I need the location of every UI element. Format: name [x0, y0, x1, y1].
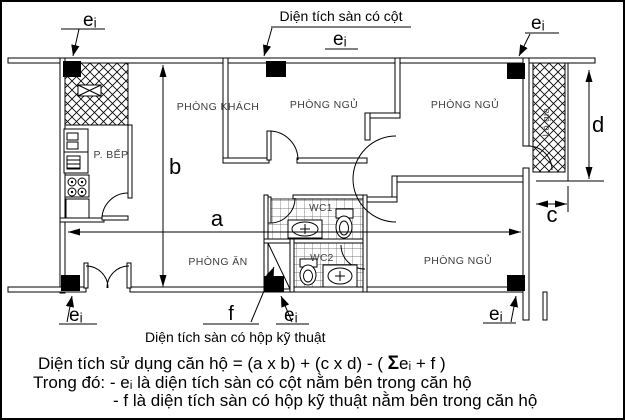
wall-stub-bottom-right — [543, 292, 547, 320]
sigma-symbol: Σ — [387, 353, 400, 374]
wall-right-lower — [523, 168, 529, 320]
room-label-bedroom3: PHÒNG NGỦ — [423, 255, 493, 267]
column-bottom-left — [61, 275, 80, 291]
entry-door-leaf-left — [84, 263, 88, 288]
wall-kitchen-bottom — [60, 218, 104, 222]
ei-label-top-left: eᵢ — [83, 10, 97, 31]
bedroom1-door-arc — [269, 131, 298, 160]
ei-label-bottom-right: eᵢ — [489, 304, 503, 325]
wall-bedroom3-jog-h — [363, 197, 397, 202]
stove-burner-dot — [81, 191, 83, 193]
leader-arrow-bottom-right — [511, 296, 516, 322]
leader-arrow-f — [251, 267, 274, 322]
note-column-area: Diện tích sàn có cột — [279, 8, 403, 24]
room-label-wc1: WC1 — [309, 203, 333, 214]
wall-bedroom-divider — [395, 58, 400, 117]
column-bottom-right — [507, 275, 525, 291]
stove-burner-dot — [71, 191, 73, 193]
ei-label-bottom-left: eᵢ — [69, 305, 83, 326]
room-label-bedroom2: PHÒNG NGỦ — [430, 99, 500, 111]
entry-door-leaf-right — [127, 263, 131, 288]
formula-line1-prefix: Diện tích sử dụng căn hộ = (a x b) + (c x d) - ( — [38, 354, 388, 373]
wall-bottom-main — [130, 287, 529, 292]
floor-plan-canvas — [2, 2, 623, 418]
ei-label-bottom-middle: eᵢ — [284, 305, 298, 326]
room-label-dining: PHÒNG ĂN — [188, 256, 248, 268]
dim-label-f: f — [228, 303, 234, 325]
dim-label-a: a — [210, 206, 224, 231]
room-label-bedroom1: PHÒNG NGỦ — [289, 99, 359, 111]
room-label-loggia: Lô gia — [541, 107, 552, 137]
wc1-door-leaf — [268, 197, 271, 223]
kitchen-fixtures — [64, 129, 89, 218]
wall-bedroom1-bottom-left — [223, 158, 269, 163]
kitchen-door-leaf — [102, 216, 128, 220]
leader-arrow-top-left — [73, 29, 79, 56]
wall-top — [8, 58, 595, 63]
leader-arrow-top-right — [519, 34, 530, 56]
kitchen-door-arc — [102, 193, 128, 219]
dim-label-c: c — [546, 202, 558, 227]
formula-line2: Trong đó: - eᵢ là diện tích sàn có cột nằm bên trong căn hộ — [33, 373, 472, 392]
dim-label-d: d — [592, 112, 605, 137]
room-label-kitchen: P. BẾP — [93, 149, 129, 161]
formula-line3: - f là diện tích sàn có hộp kỹ thuật nằm bên trong căn hộ — [113, 391, 538, 410]
bedroom1-door-leaf — [267, 131, 271, 160]
wall-wc-divider — [264, 239, 367, 243]
wall-kitchen-right — [128, 125, 132, 198]
stove-burner-dot — [71, 181, 73, 183]
kitchen-cabinet-drawer — [67, 133, 78, 140]
dim-label-b: b — [169, 154, 182, 179]
wall-shaft-divider — [290, 239, 294, 292]
column-top-left — [63, 61, 81, 77]
entry-door-arc-right — [107, 266, 129, 288]
column-top-right — [507, 63, 525, 79]
formula-line1 — [38, 353, 446, 374]
wall-bedroom2-bottom — [395, 176, 523, 182]
leader-arrow-top-middle — [264, 28, 272, 56]
kitchen-sink — [67, 156, 80, 169]
ei-label-top-middle: eᵢ — [333, 29, 347, 50]
column-top-middle — [266, 61, 286, 77]
note-shaft-area: Diện tích sàn có hộp kỹ thuật — [145, 329, 326, 345]
room-label-wc2: WC2 — [310, 253, 334, 264]
kitchen-cabinet-bottom — [66, 199, 89, 218]
entry-door-arc-left — [86, 266, 108, 288]
ei-label-top-right: eᵢ — [531, 13, 545, 34]
kitchen-cabinet-drawer2 — [67, 142, 78, 149]
wall-divider-jog-v — [365, 113, 370, 140]
formula-line1-suffix: eᵢ + f ) — [399, 354, 446, 373]
stove-burner-dot — [81, 181, 83, 183]
wall-left — [60, 58, 65, 293]
room-label-living: PHÒNG KHÁCH — [176, 101, 260, 113]
